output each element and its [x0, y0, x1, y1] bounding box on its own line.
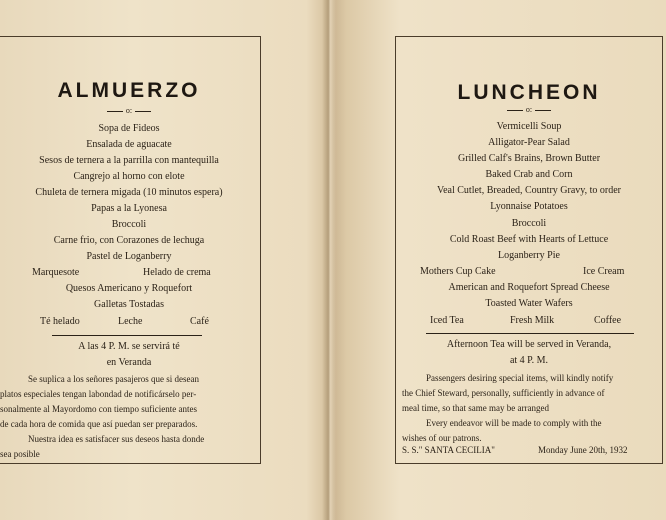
- title-separator: o:: [0, 106, 260, 115]
- drink-item: Té helado: [40, 316, 80, 327]
- spanish-menu-title: ALMUERZO: [57, 79, 201, 102]
- menu-item: American and Roquefort Spread Cheese: [448, 282, 610, 293]
- spanish-menu-panel: [0, 36, 261, 464]
- notice-line: Every endeavor will be made to comply with the: [426, 418, 602, 428]
- menu-drinks-row: [396, 315, 662, 327]
- menu-item: Baked Crab and Corn: [485, 169, 573, 180]
- notice-line: meal time, so that same may be arranged: [402, 403, 549, 413]
- title-separator: o:: [396, 105, 662, 114]
- menu-item: Broccoli: [111, 219, 147, 230]
- drink-item: Fresh Milk: [510, 315, 555, 326]
- menu-item: Galletas Tostadas: [94, 299, 164, 310]
- notice-line: de cada hora de comida que así puedan ser preparados.: [0, 419, 198, 429]
- drink-item: Iced Tea: [430, 315, 464, 326]
- menu-item: Cangrejo al horno con elote: [73, 171, 185, 182]
- tea-notice-line: at 4 P. M.: [509, 355, 549, 366]
- section-divider: [52, 335, 202, 336]
- menu-item: Sesos de ternera a la parrilla con mantequilla: [39, 155, 219, 166]
- tea-notice-line: A las 4 P. M. se servirá té: [78, 341, 180, 352]
- menu-item: Veal Cutlet, Breaded, Country Gravy, to order: [436, 185, 622, 196]
- notice-line: Se suplica a los señores pasajeros que si desean: [28, 374, 199, 384]
- ship-name: S. S." SANTA CECILIA": [402, 445, 495, 455]
- section-divider: [426, 333, 634, 334]
- menu-item: Helado de crema: [143, 267, 211, 278]
- menu-item: Toasted Water Wafers: [485, 298, 573, 309]
- tea-notice-line: en Veranda: [106, 357, 152, 368]
- menu-item: Alligator-Pear Salad: [488, 137, 570, 148]
- menu-item: Quesos Americano y Roquefort: [65, 283, 193, 294]
- menu-item: Pastel de Loganberry: [86, 251, 172, 262]
- drink-item: Café: [190, 316, 209, 327]
- menu-item: Lyonnaise Potatoes: [490, 201, 568, 212]
- menu-item: Sopa de Fideos: [98, 123, 160, 134]
- menu-item: Broccoli: [511, 218, 547, 229]
- menu-item: Loganberry Pie: [498, 250, 560, 261]
- notice-line: platos especiales tengan labondad de notificárselo per-: [0, 389, 197, 399]
- menu-item: Papas a la Lyonesa: [91, 203, 167, 214]
- menu-drinks-row: [0, 316, 260, 328]
- tea-notice-line: Afternoon Tea will be served in Veranda,: [446, 339, 612, 350]
- notice-line: Passengers desiring special items, will kindly notify: [426, 373, 614, 383]
- english-menu-title: LUNCHEON: [457, 81, 601, 104]
- drink-item: Coffee: [594, 315, 622, 326]
- notice-line: sea posible: [0, 449, 40, 459]
- menu-item: Cold Roast Beef with Hearts of Lettuce: [449, 234, 609, 245]
- drink-item: Leche: [118, 316, 143, 327]
- menu-item: Chuleta de ternera migada (10 minutos espera): [35, 187, 223, 198]
- menu-item: Mothers Cup Cake: [420, 266, 496, 277]
- english-menu-panel: [395, 36, 663, 464]
- notice-line: Nuestra idea es satisfacer sus deseos hasta donde: [28, 434, 205, 444]
- menu-item: Marquesote: [32, 267, 80, 278]
- menu-dessert-row: [396, 266, 662, 278]
- menu-item: Carne frio, con Corazones de lechuga: [53, 235, 205, 246]
- notice-line: wishes of our patrons.: [402, 433, 482, 443]
- notice-line: sonalmente al Mayordomo con tiempo suficiente antes: [0, 404, 197, 414]
- notice-line: the Chief Steward, personally, sufficiently in advance of: [402, 388, 605, 398]
- menu-item: Grilled Calf's Brains, Brown Butter: [457, 153, 601, 164]
- center-fold: [322, 0, 336, 520]
- menu-item: Vermicelli Soup: [496, 121, 562, 132]
- menu-date: Monday June 20th, 1932: [538, 445, 628, 455]
- menu-item: Ensalada de aguacate: [86, 139, 172, 150]
- menu-dessert-row: [0, 267, 260, 279]
- menu-item: Ice Cream: [583, 266, 625, 277]
